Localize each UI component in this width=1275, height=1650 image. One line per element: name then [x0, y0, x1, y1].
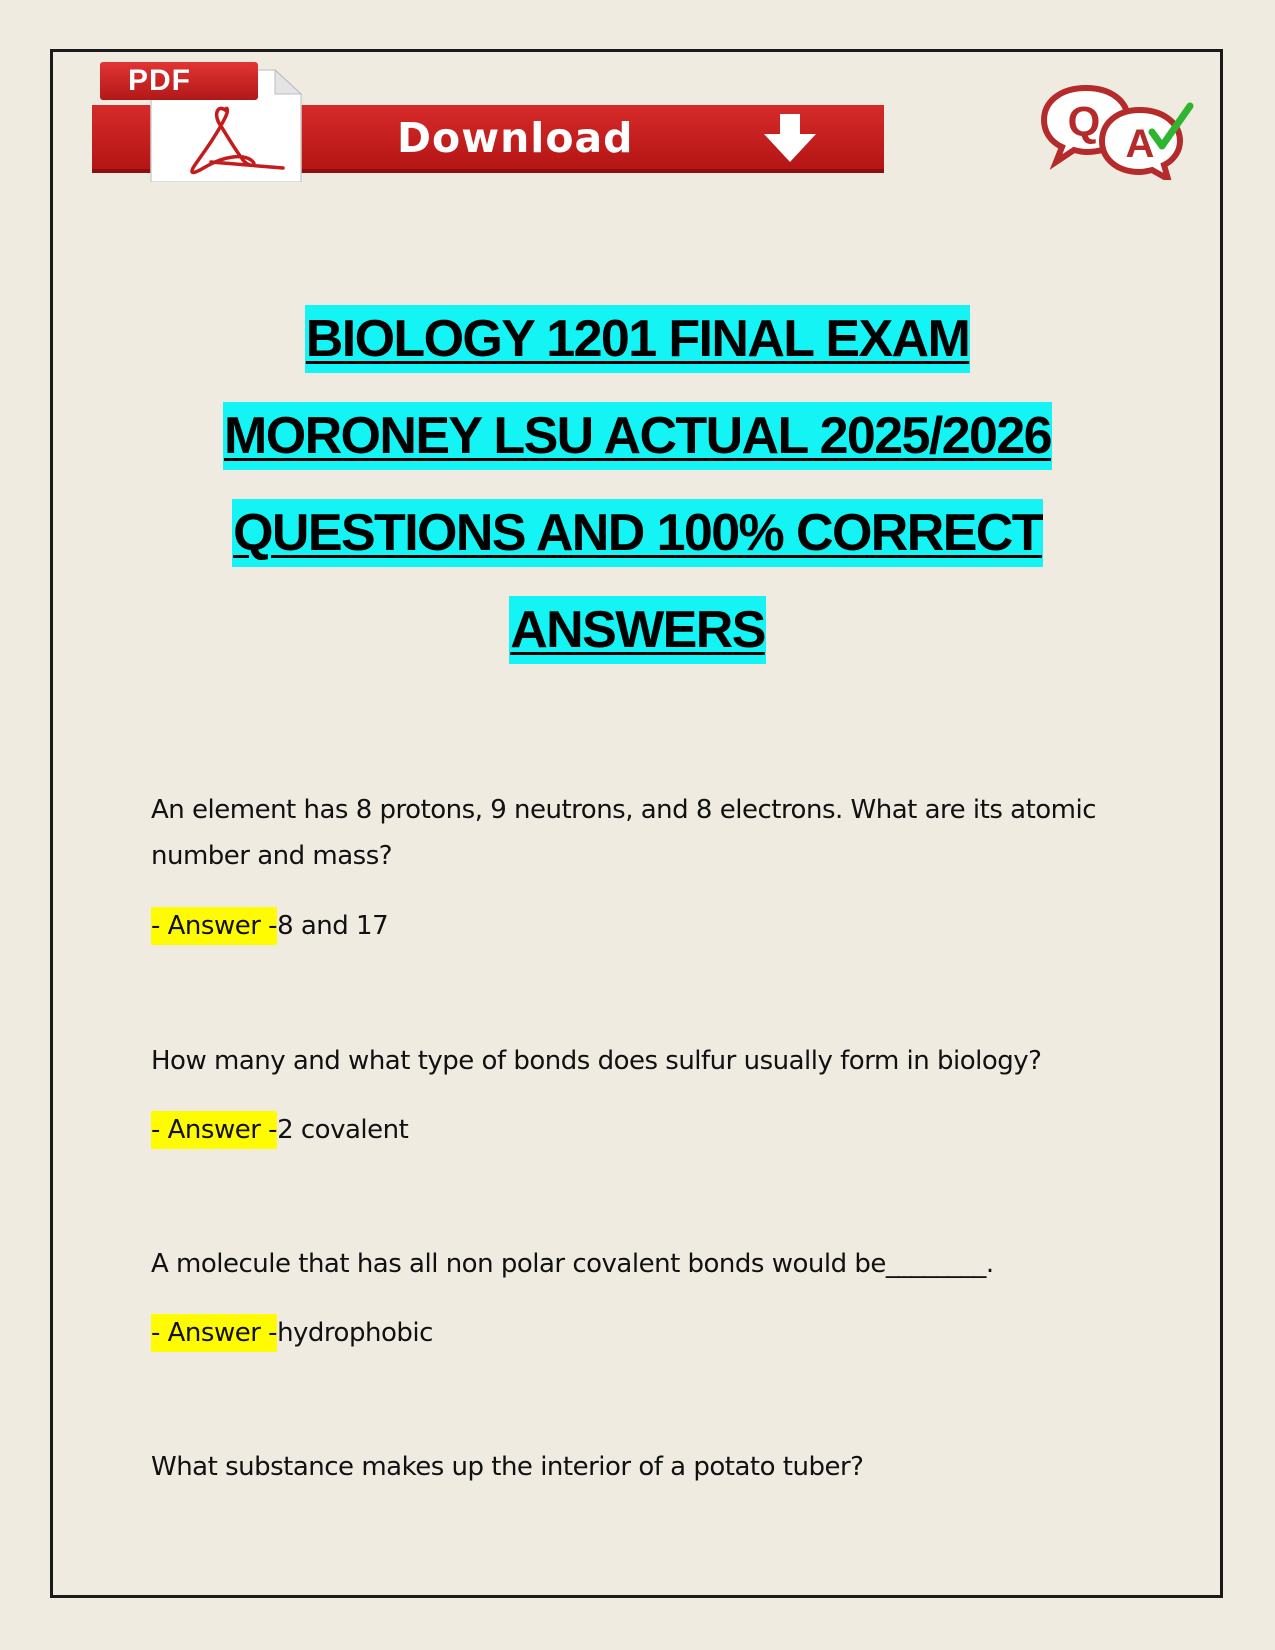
answer-tag: - Answer - — [151, 907, 277, 945]
question-3: A molecule that has all non polar covalent bonds would be________. — [151, 1249, 994, 1279]
answer-text: hydrophobic — [277, 1318, 433, 1348]
download-label[interactable]: Download — [397, 114, 634, 162]
title-line: BIOLOGY 1201 FINAL EXAM — [60, 305, 1215, 402]
question-2: How many and what type of bonds does sulfur usually form in biology? — [151, 1046, 1042, 1076]
down-arrow-icon[interactable] — [760, 112, 820, 166]
answer-text: 8 and 17 — [277, 911, 389, 941]
q-letter: Q — [1067, 98, 1101, 145]
answer-tag: - Answer - — [151, 1111, 277, 1149]
question-1: An element has 8 protons, 9 neutrons, and 8 electrons. What are its atomic number and mass? — [151, 795, 1097, 871]
speech-bubble-icon — [1044, 88, 1180, 179]
qa-logo — [1040, 80, 1210, 180]
title-line: QUESTIONS AND 100% CORRECT — [60, 499, 1215, 596]
answer-tag: - Answer - — [151, 1314, 277, 1352]
answer-2 — [151, 1110, 408, 1150]
question-4: What substance makes up the interior of a potato tuber? — [151, 1452, 864, 1482]
answer-3 — [151, 1313, 433, 1353]
document-title — [60, 305, 1215, 693]
pdf-download-banner[interactable] — [92, 60, 887, 185]
title-line: ANSWERS — [60, 596, 1215, 693]
answer-1 — [151, 906, 388, 946]
answer-text: 2 covalent — [277, 1115, 409, 1145]
pdf-label: PDF — [100, 62, 258, 100]
a-letter: A — [1125, 122, 1155, 166]
title-line: MORONEY LSU ACTUAL 2025/2026 — [60, 402, 1215, 499]
